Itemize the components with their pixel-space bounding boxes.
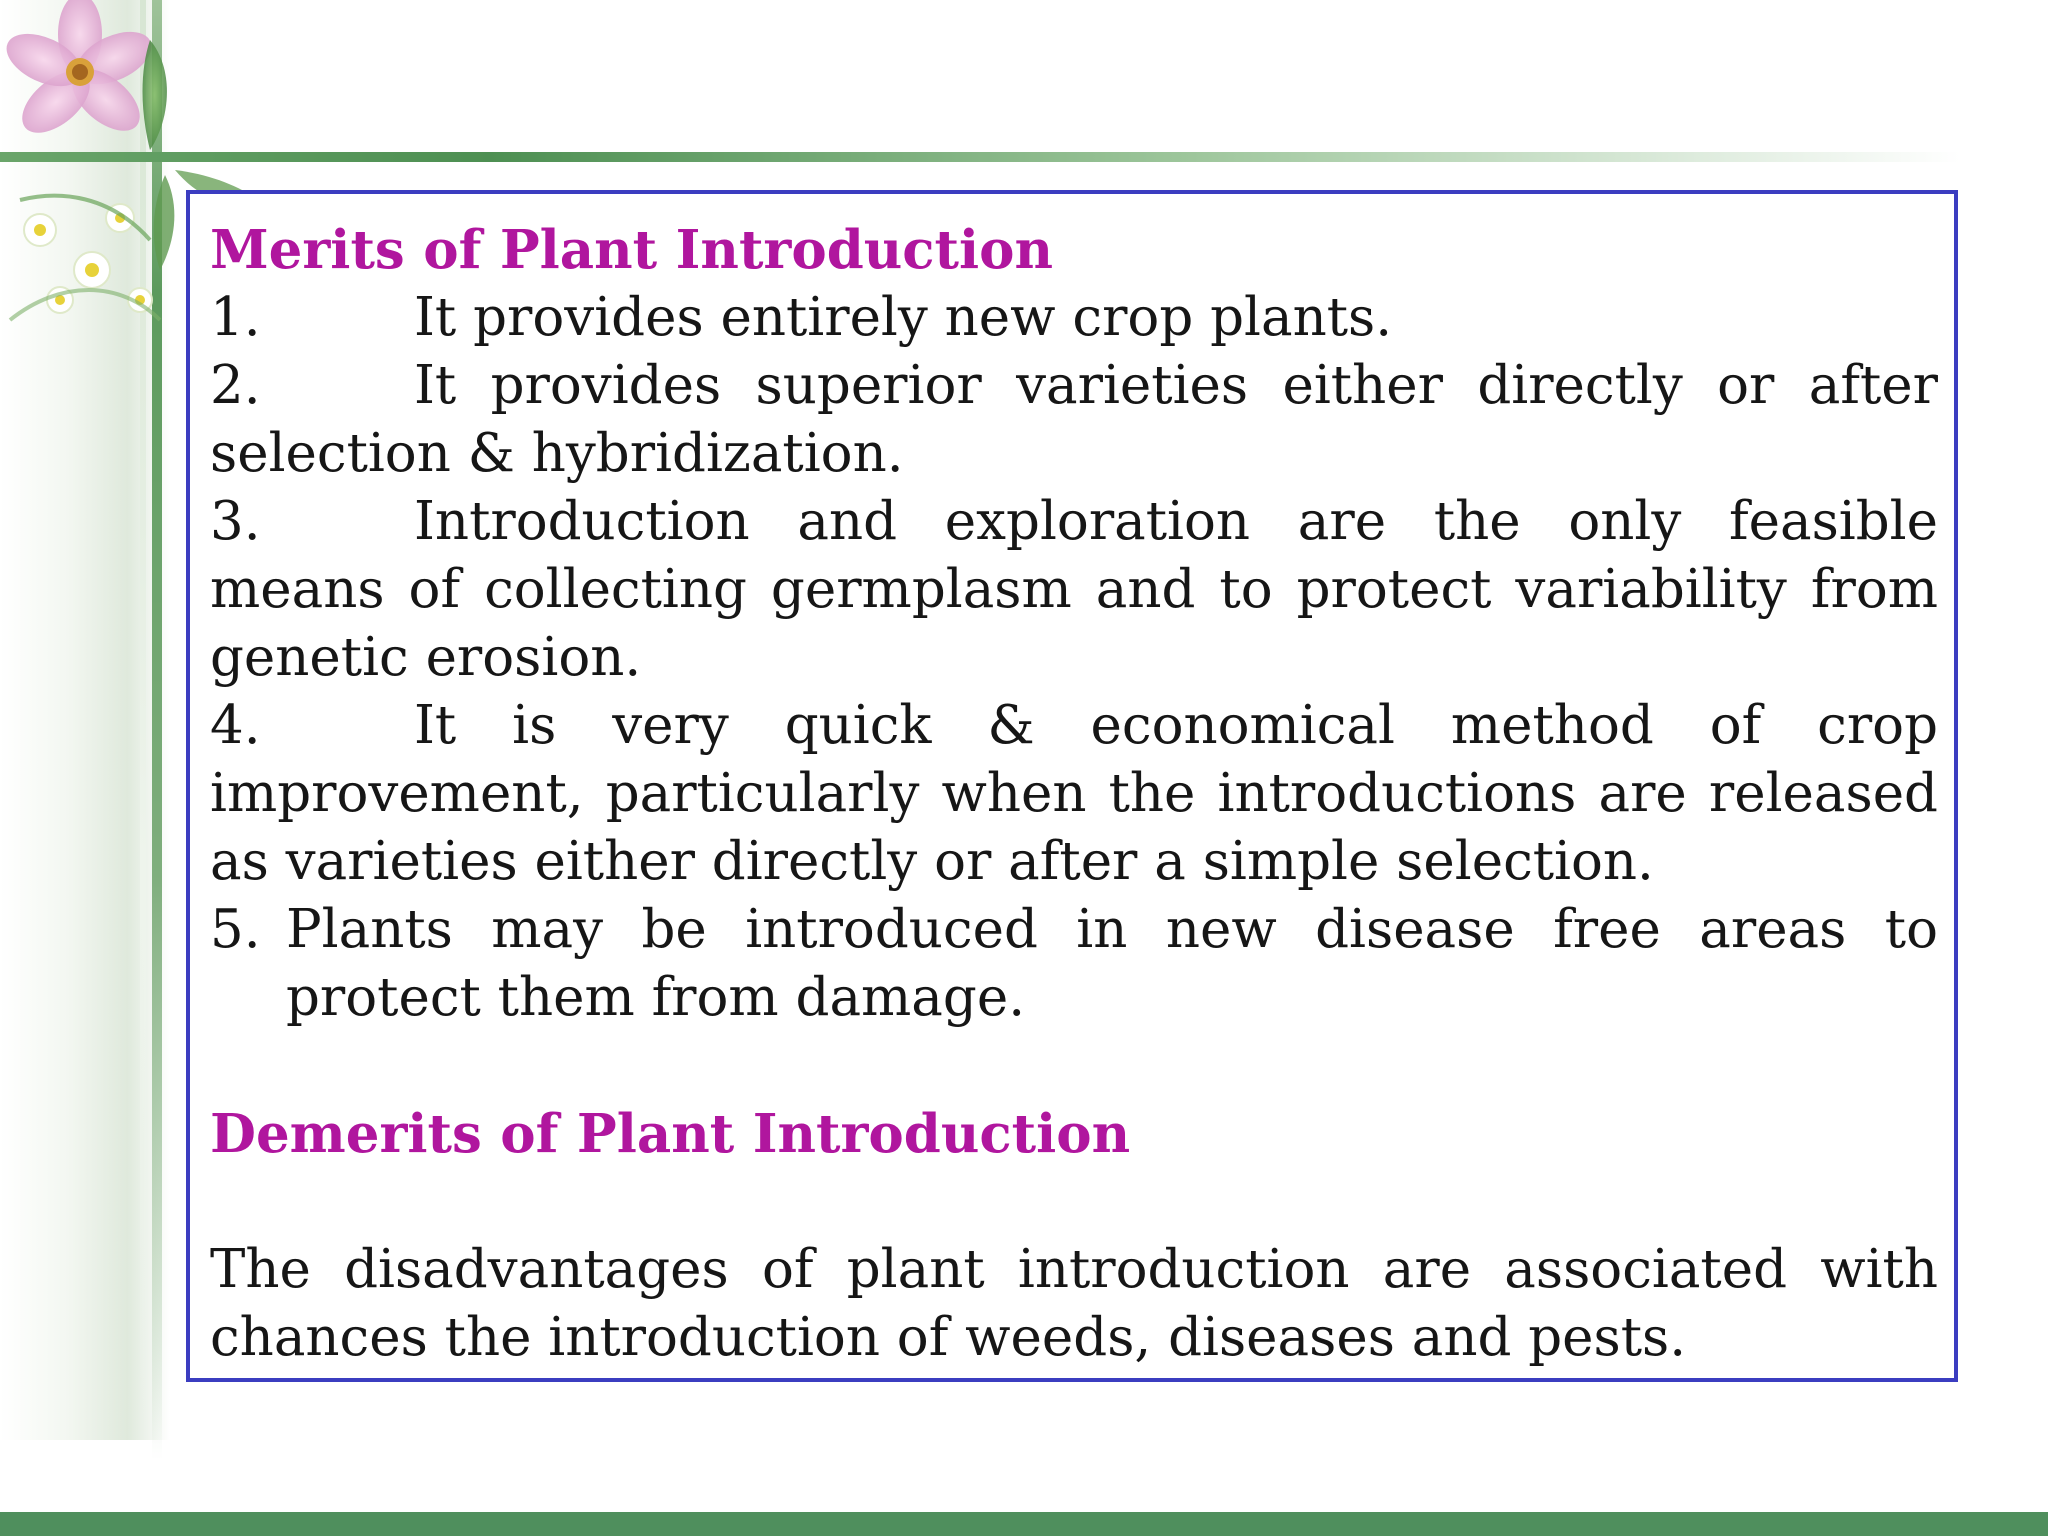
- merit-item-5-text: Plants may be introduced in new disease free areas to protect them from damage.: [286, 899, 1938, 1028]
- merit-item-1: [210, 284, 1938, 352]
- bottom-bar: [0, 1512, 2048, 1536]
- merit-item-4-text: It is very quick & economical method of crop improvement, particularly when the introductions are released as varieties either directly or after a simple selection.: [210, 695, 1938, 892]
- merit-item-5-number: 5.: [210, 899, 261, 960]
- merit-item-4: [210, 692, 1938, 896]
- content-text: [210, 216, 1938, 1372]
- merit-item-1-text: It provides entirely new crop plants.: [414, 287, 1393, 348]
- section-spacer: [210, 1032, 1938, 1100]
- merit-item-3: [210, 488, 1938, 692]
- merit-item-4-number: 4.: [210, 695, 261, 756]
- demerits-heading: Demerits of Plant Introduction: [210, 1103, 1131, 1165]
- merit-item-2: [210, 352, 1938, 488]
- merit-item-5: [210, 896, 1938, 1032]
- merit-item-2-number: 2.: [210, 355, 261, 416]
- merit-item-3-number: 3.: [210, 491, 261, 552]
- demerits-paragraph: The disadvantages of plant introduction are associated with chances the introduction of weeds, diseases and pests.: [210, 1239, 1938, 1368]
- merit-item-2-text: It provides superior varieties either directly or after selection & hybridization.: [210, 355, 1938, 484]
- content-box: [186, 190, 1958, 1382]
- merit-item-1-number: 1.: [210, 287, 261, 348]
- merits-heading: Merits of Plant Introduction: [210, 219, 1054, 281]
- merit-item-3-text: Introduction and exploration are the only feasible means of collecting germplasm and to protect variability from genetic erosion.: [210, 491, 1938, 688]
- section-spacer: [210, 1168, 1938, 1236]
